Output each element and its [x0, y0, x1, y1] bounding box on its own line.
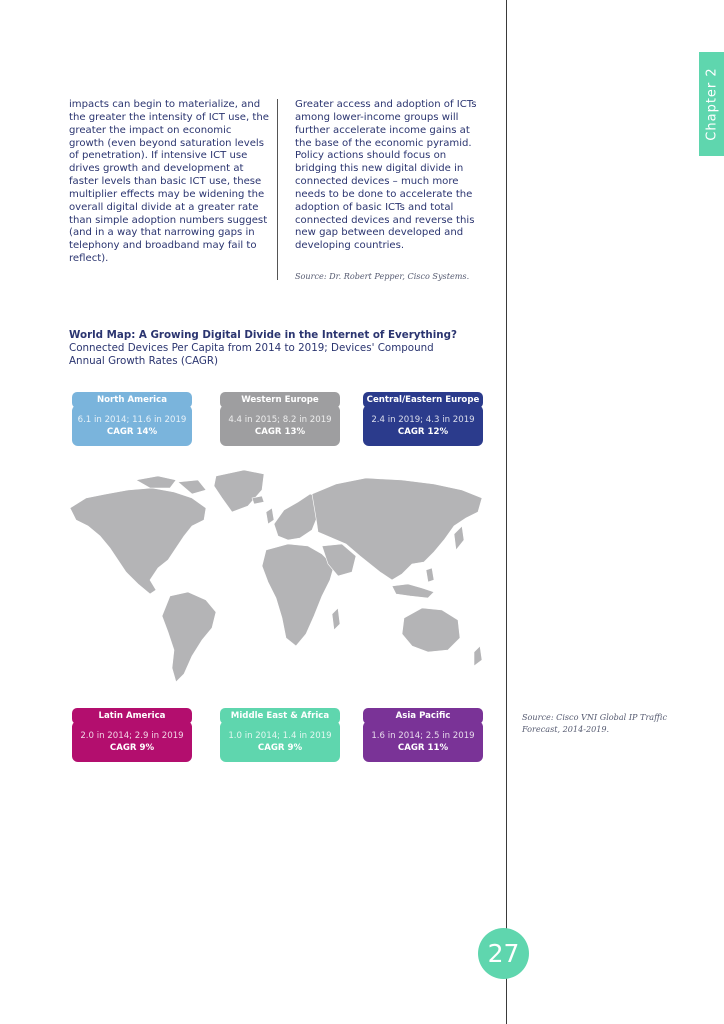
philippines-shape — [426, 568, 434, 582]
chapter-tab — [699, 52, 724, 156]
column-divider — [277, 99, 278, 280]
region-card-middle-east-africa — [220, 708, 340, 762]
region-values: 6.1 in 2014; 11.6 in 2019 — [77, 415, 187, 425]
region-name: Asia Pacific — [363, 708, 483, 724]
region-stats — [220, 405, 340, 446]
map-subtitle: Connected Devices Per Capita from 2014 to 2019; Devices' Compound Annual Growth Rates (CAGR) — [69, 342, 434, 367]
madagascar-shape — [332, 608, 340, 630]
region-stats — [72, 721, 192, 762]
new-zealand-shape — [474, 646, 482, 666]
region-values: 2.4 in 2019; 4.3 in 2019 — [371, 415, 475, 425]
region-name: Middle East & Africa — [220, 708, 340, 724]
map-title: World Map: A Growing Digital Divide in the Internet of Everything? — [69, 329, 457, 341]
region-stats — [72, 405, 192, 446]
australia-shape — [402, 608, 460, 652]
map-source: Source: Cisco VNI Global IP Traffic Forecast, 2014-2019. — [522, 712, 667, 734]
body-text-right: Greater access and adoption of ICTs among lower-income groups will further accelerate income gains at the base of the economic pyramid. Policy actions should focus on bridging this new digital divide in connected devices – much more needs to be done to accelerate the adoption of basic ICTs and total connected devices and reverse this new gap between developed and developing countries. — [295, 99, 477, 252]
region-name: Latin America — [72, 708, 192, 724]
region-name: Western Europe — [220, 392, 340, 408]
region-cagr: CAGR 14% — [106, 427, 158, 437]
arctic-islands-shape — [178, 480, 206, 494]
region-cagr: CAGR 9% — [109, 743, 155, 753]
region-cagr: CAGR 9% — [257, 743, 303, 753]
region-cagr: CAGR 13% — [254, 427, 306, 437]
region-values: 4.4 in 2015; 8.2 in 2019 — [228, 415, 332, 425]
region-name: Central/Eastern Europe — [363, 392, 483, 408]
region-card-latin-america — [72, 708, 192, 762]
greenland-shape — [214, 470, 264, 512]
arctic-islands-shape — [136, 476, 176, 488]
body-text-left: impacts can begin to materialize, and the greater the intensity of ICT use, the greater the impact on economic growth (even beyond saturation levels of penetration). If intensive ICT use drives growth and development at faster levels than basic ICT use, these multiplier effects may be widening the overall digital divide at a greater rate than simple adoption numbers suggest (and in a way that narrowing gaps in telephony and broadband may fail to reflect). — [69, 99, 269, 265]
chapter-tab-label: Chapter 2 — [704, 67, 719, 141]
africa-shape — [262, 544, 334, 646]
page-number: 27 — [478, 928, 529, 979]
south-america-shape — [162, 592, 216, 682]
indonesia-shape — [392, 584, 434, 598]
margin-rule — [506, 0, 507, 1024]
uk-shape — [266, 508, 274, 524]
region-values: 1.0 in 2014; 1.4 in 2019 — [228, 731, 332, 741]
north-america-shape — [70, 488, 206, 594]
japan-shape — [454, 526, 464, 550]
region-name: North America — [72, 392, 192, 408]
world-map — [66, 468, 492, 690]
quote-source: Source: Dr. Robert Pepper, Cisco Systems. — [295, 271, 470, 281]
region-values: 1.6 in 2014; 2.5 in 2019 — [371, 731, 475, 741]
region-card-western-europe — [220, 392, 340, 446]
region-values: 2.0 in 2014; 2.9 in 2019 — [80, 731, 184, 741]
region-stats — [363, 405, 483, 446]
region-cagr: CAGR 12% — [397, 427, 449, 437]
region-stats — [220, 721, 340, 762]
region-stats — [363, 721, 483, 762]
region-card-north-america — [72, 392, 192, 446]
region-card-central-eastern-europe — [363, 392, 483, 446]
region-card-asia-pacific — [363, 708, 483, 762]
region-cagr: CAGR 11% — [397, 743, 449, 753]
